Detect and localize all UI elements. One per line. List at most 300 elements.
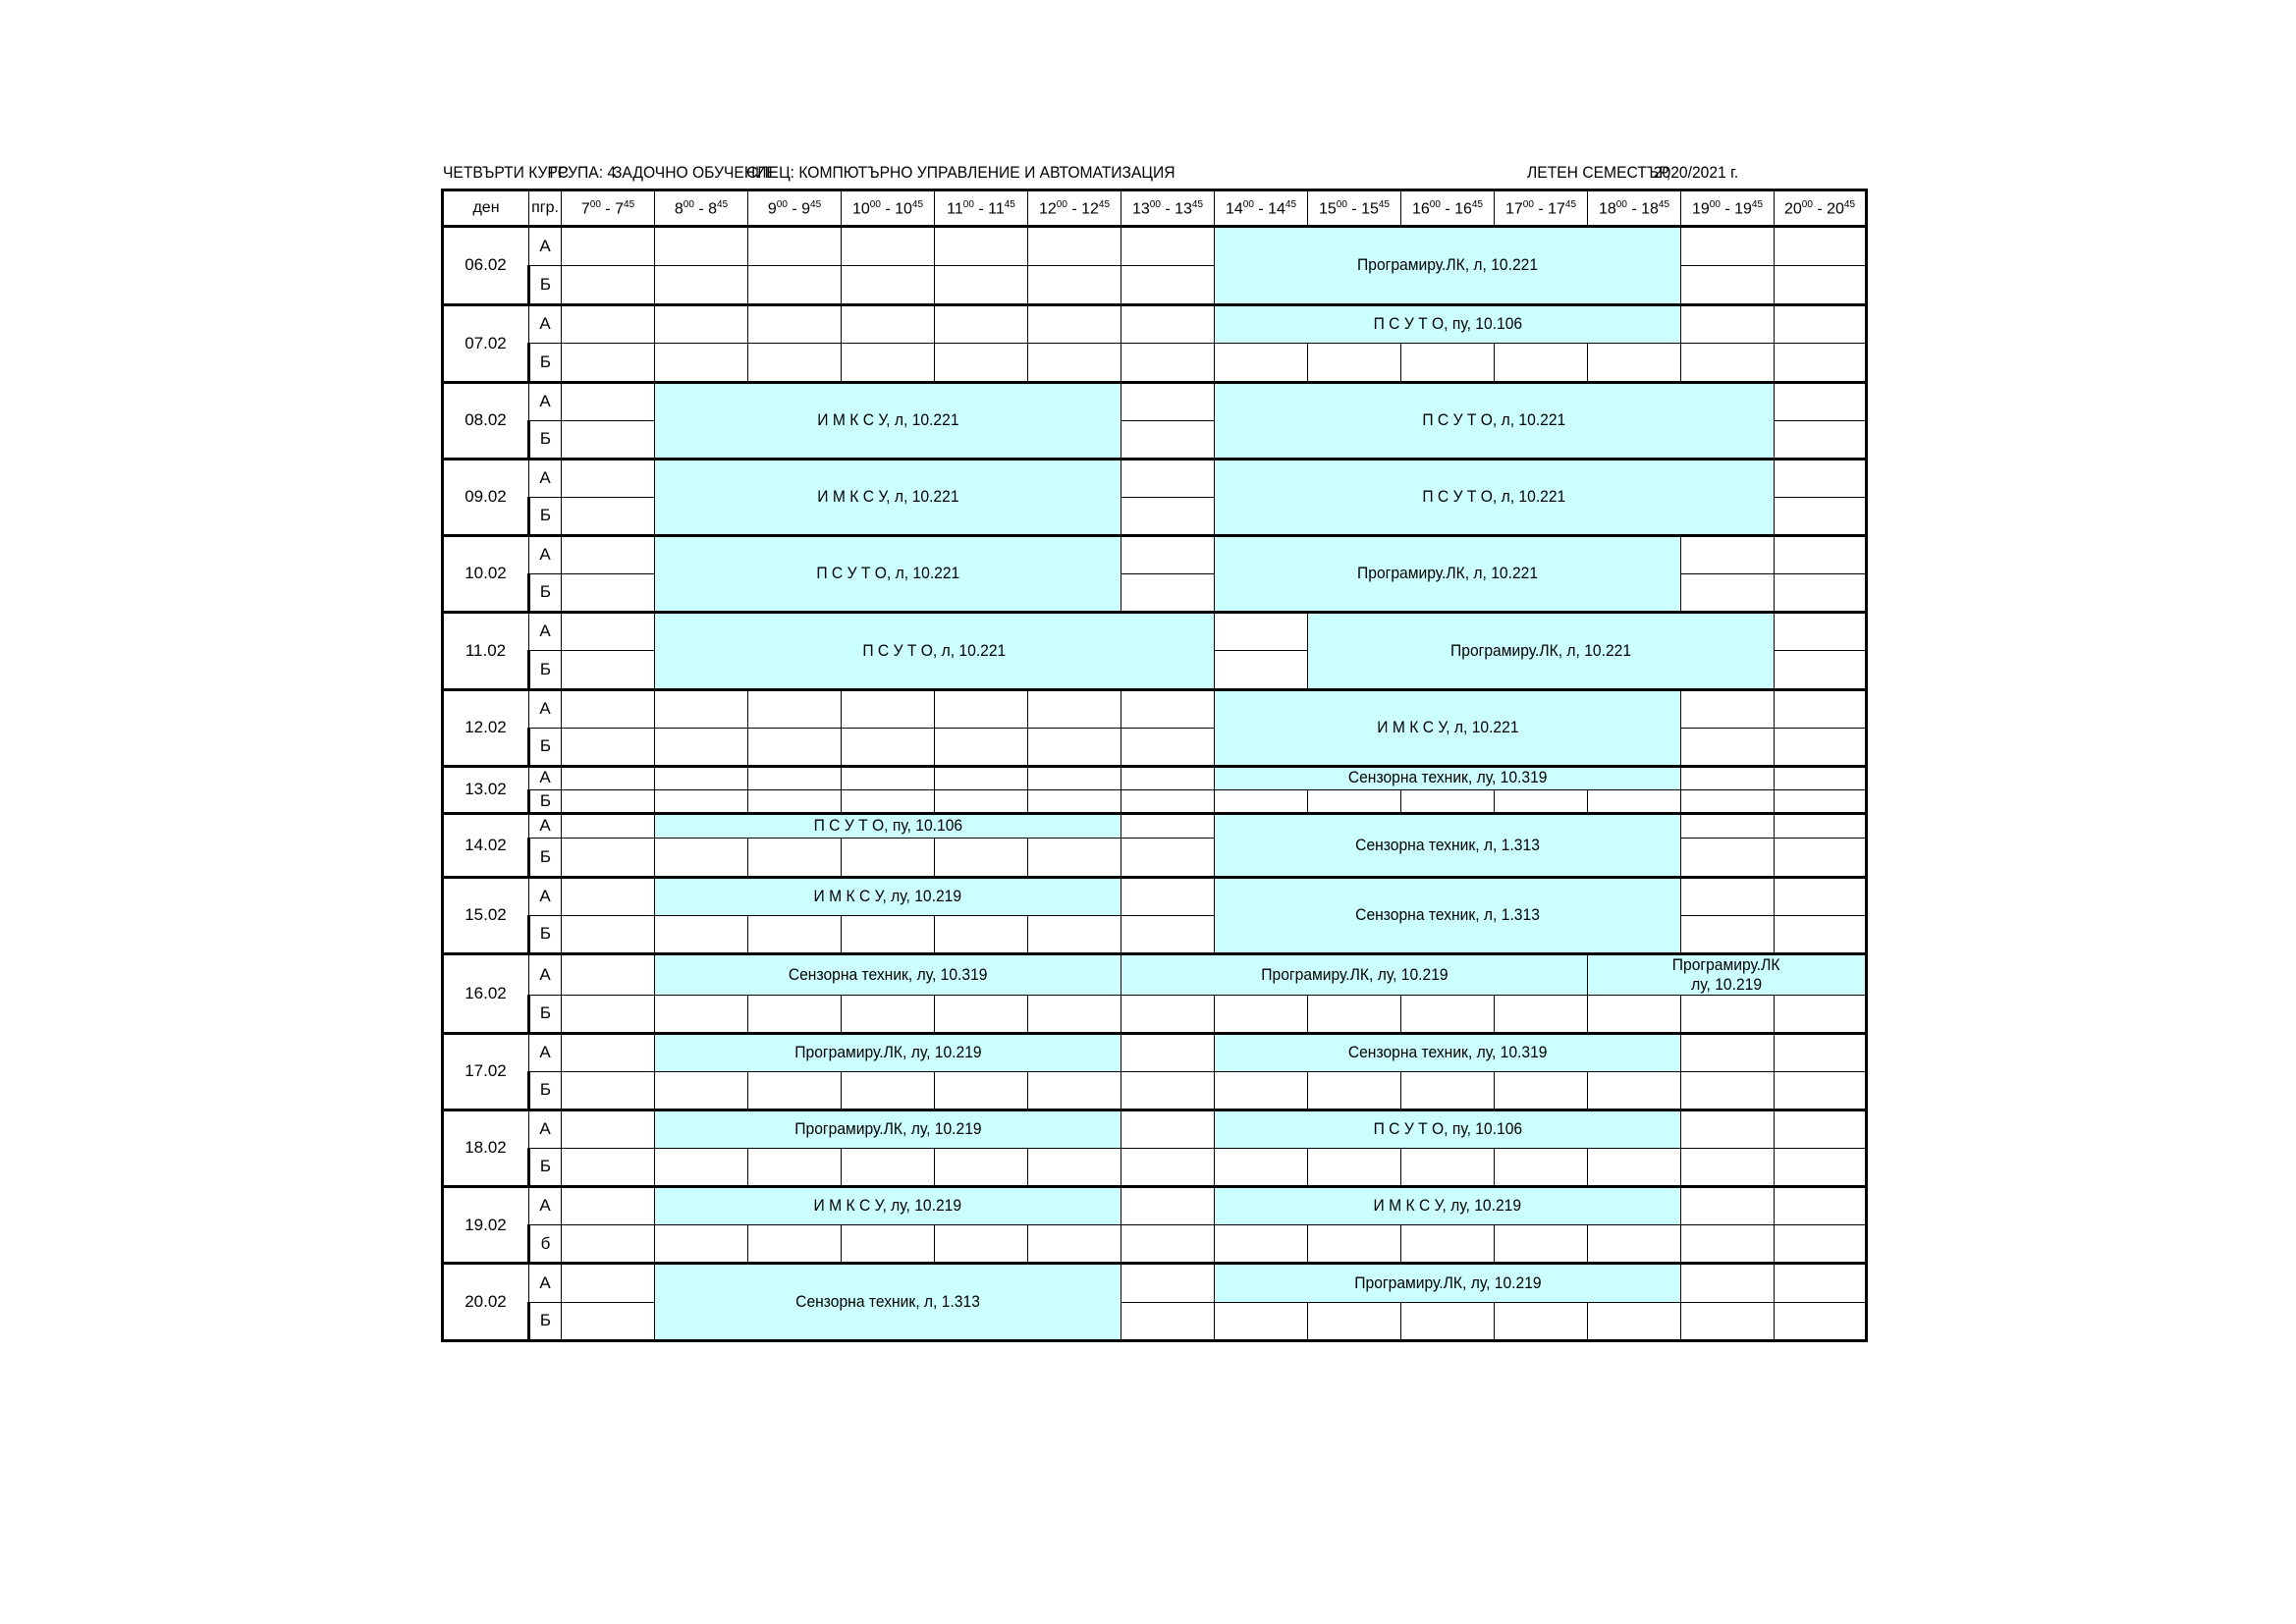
empty-slot — [1215, 789, 1308, 813]
empty-slot — [1215, 1225, 1308, 1264]
empty-slot — [1121, 497, 1215, 535]
empty-slot — [1775, 1225, 1867, 1264]
table-row — [443, 227, 1867, 266]
subgroup-cell: Б — [529, 1302, 562, 1340]
empty-slot — [655, 789, 748, 813]
empty-slot — [1681, 728, 1775, 766]
empty-slot — [562, 305, 655, 344]
empty-slot — [935, 266, 1028, 305]
empty-slot — [935, 689, 1028, 728]
date-cell: 18.02 — [443, 1110, 529, 1186]
empty-slot — [1121, 574, 1215, 613]
empty-slot — [842, 789, 935, 813]
table-row — [443, 613, 1867, 651]
empty-slot — [1121, 227, 1215, 266]
empty-slot — [655, 1225, 748, 1264]
table-row — [443, 344, 1867, 382]
empty-slot — [655, 266, 748, 305]
empty-slot — [562, 916, 655, 954]
empty-slot — [655, 689, 748, 728]
empty-slot — [1775, 420, 1867, 459]
date-cell: 09.02 — [443, 459, 529, 535]
empty-slot — [1775, 1071, 1867, 1110]
empty-slot — [655, 1149, 748, 1187]
empty-slot — [1401, 1149, 1495, 1187]
empty-slot — [1588, 789, 1681, 813]
empty-slot — [562, 878, 655, 916]
study-mode-label: ЗАДОЧНО ОБУЧЕНИЕ — [612, 163, 777, 182]
subgroup-cell: А — [529, 1110, 562, 1148]
empty-slot — [1681, 1149, 1775, 1187]
specialty-label: СПЕЦ: КОМПЮТЪРНО УПРАВЛЕНИЕ И АВТОМАТИЗАЦИЯ — [746, 163, 1175, 182]
empty-slot — [1121, 536, 1215, 574]
subgroup-cell: А — [529, 766, 562, 789]
empty-slot — [562, 1302, 655, 1340]
empty-slot — [842, 1071, 935, 1110]
empty-slot — [842, 1225, 935, 1264]
empty-slot — [1681, 766, 1775, 789]
empty-slot — [935, 1071, 1028, 1110]
date-cell: 20.02 — [443, 1264, 529, 1341]
empty-slot — [1775, 995, 1867, 1033]
empty-slot — [562, 995, 655, 1033]
empty-slot — [562, 536, 655, 574]
empty-slot — [1775, 838, 1867, 877]
empty-slot — [1681, 789, 1775, 813]
empty-slot — [562, 382, 655, 420]
empty-slot — [1028, 728, 1121, 766]
empty-slot — [562, 651, 655, 689]
subgroup-cell: А — [529, 1187, 562, 1225]
empty-slot — [1121, 305, 1215, 344]
empty-slot — [1775, 1033, 1867, 1071]
empty-slot — [1401, 1302, 1495, 1340]
class-block: И М К С У, л, 10.221 — [1215, 689, 1681, 766]
empty-slot — [1121, 344, 1215, 382]
empty-slot — [562, 344, 655, 382]
empty-slot — [935, 344, 1028, 382]
empty-slot — [1588, 1071, 1681, 1110]
empty-slot — [562, 1071, 655, 1110]
empty-slot — [1401, 344, 1495, 382]
empty-slot — [562, 613, 655, 651]
empty-slot — [1681, 838, 1775, 877]
date-cell: 06.02 — [443, 227, 529, 305]
empty-slot — [935, 789, 1028, 813]
table-row — [443, 1225, 1867, 1264]
empty-slot — [748, 789, 842, 813]
table-row — [443, 1149, 1867, 1187]
empty-slot — [1028, 344, 1121, 382]
empty-slot — [1028, 1225, 1121, 1264]
empty-slot — [1495, 1302, 1588, 1340]
empty-slot — [1775, 766, 1867, 789]
date-cell: 15.02 — [443, 878, 529, 954]
empty-slot — [1681, 995, 1775, 1033]
subgroup-cell: Б — [529, 266, 562, 305]
empty-slot — [1121, 420, 1215, 459]
day-column-header: ден — [443, 190, 529, 227]
slot-header: $14^{00} - 14^{45}$ — [1215, 190, 1308, 227]
empty-slot — [1215, 1071, 1308, 1110]
empty-slot — [1215, 613, 1308, 651]
empty-slot — [1028, 916, 1121, 954]
slot-header: $10^{00} - 10^{45}$ — [842, 190, 935, 227]
empty-slot — [1308, 995, 1401, 1033]
empty-slot — [1775, 1187, 1867, 1225]
table-row — [443, 1110, 1867, 1148]
date-cell: 16.02 — [443, 954, 529, 1033]
empty-slot — [562, 266, 655, 305]
empty-slot — [562, 1187, 655, 1225]
slot-header: $9^{00} - 9^{45}$ — [748, 190, 842, 227]
empty-slot — [1681, 1264, 1775, 1302]
table-row — [443, 1071, 1867, 1110]
empty-slot — [1121, 916, 1215, 954]
date-cell: 11.02 — [443, 613, 529, 689]
empty-slot — [562, 728, 655, 766]
empty-slot — [1681, 916, 1775, 954]
empty-slot — [562, 1033, 655, 1071]
empty-slot — [1775, 497, 1867, 535]
empty-slot — [748, 344, 842, 382]
timetable — [441, 189, 1868, 1342]
empty-slot — [1495, 1071, 1588, 1110]
empty-slot — [842, 305, 935, 344]
empty-slot — [935, 1225, 1028, 1264]
class-block: П С У Т О, пу, 10.106 — [1215, 305, 1681, 344]
empty-slot — [1121, 1071, 1215, 1110]
class-block: И М К С У, л, 10.221 — [655, 382, 1121, 459]
empty-slot — [1775, 916, 1867, 954]
subgroup-cell: Б — [529, 728, 562, 766]
empty-slot — [1775, 344, 1867, 382]
table-row — [443, 954, 1867, 995]
empty-slot — [1401, 1225, 1495, 1264]
empty-slot — [562, 813, 655, 838]
empty-slot — [748, 838, 842, 877]
empty-slot — [655, 728, 748, 766]
empty-slot — [655, 916, 748, 954]
class-block: П С У Т О, пу, 10.106 — [1215, 1110, 1681, 1148]
empty-slot — [748, 728, 842, 766]
empty-slot — [935, 728, 1028, 766]
table-row — [443, 789, 1867, 813]
class-block: И М К С У, лу, 10.219 — [1215, 1187, 1681, 1225]
empty-slot — [748, 1071, 842, 1110]
empty-slot — [1775, 1264, 1867, 1302]
empty-slot — [1588, 344, 1681, 382]
empty-slot — [1681, 574, 1775, 613]
subgroup-cell: А — [529, 1033, 562, 1071]
empty-slot — [1028, 995, 1121, 1033]
subgroup-cell: А — [529, 305, 562, 344]
course-label: ЧЕТВЪРТИ КУРС — [443, 163, 569, 182]
date-cell: 17.02 — [443, 1033, 529, 1110]
subgroup-cell: А — [529, 813, 562, 838]
slot-header: $18^{00} - 18^{45}$ — [1588, 190, 1681, 227]
slot-header: $19^{00} - 19^{45}$ — [1681, 190, 1775, 227]
empty-slot — [748, 916, 842, 954]
subgroup-cell: Б — [529, 1149, 562, 1187]
empty-slot — [1401, 995, 1495, 1033]
empty-slot — [655, 995, 748, 1033]
empty-slot — [1121, 1187, 1215, 1225]
subgroup-cell: А — [529, 459, 562, 497]
empty-slot — [1588, 1149, 1681, 1187]
subgroup-cell: А — [529, 227, 562, 266]
date-cell: 07.02 — [443, 305, 529, 382]
class-block: Програмиру.ЛК, лу, 10.219 — [655, 1033, 1121, 1071]
empty-slot — [1588, 1302, 1681, 1340]
empty-slot — [1121, 689, 1215, 728]
empty-slot — [1775, 651, 1867, 689]
table-row — [443, 459, 1867, 497]
empty-slot — [562, 459, 655, 497]
empty-slot — [1308, 789, 1401, 813]
subgroup-cell: А — [529, 878, 562, 916]
empty-slot — [1401, 789, 1495, 813]
slot-header: $15^{00} - 15^{45}$ — [1308, 190, 1401, 227]
empty-slot — [1308, 344, 1401, 382]
empty-slot — [1775, 789, 1867, 813]
class-block: Сензорна техник, лу, 10.319 — [1215, 766, 1681, 789]
empty-slot — [562, 1149, 655, 1187]
class-block: Програмиру.ЛК, л, 10.221 — [1215, 227, 1681, 305]
empty-slot — [655, 305, 748, 344]
empty-slot — [1308, 1071, 1401, 1110]
empty-slot — [935, 766, 1028, 789]
empty-slot — [1681, 227, 1775, 266]
empty-slot — [935, 995, 1028, 1033]
empty-slot — [1681, 266, 1775, 305]
empty-slot — [1681, 1225, 1775, 1264]
empty-slot — [1215, 344, 1308, 382]
class-block: Програмиру.ЛК лу, 10.219 — [1588, 954, 1867, 995]
empty-slot — [562, 689, 655, 728]
empty-slot — [562, 420, 655, 459]
empty-slot — [1215, 1302, 1308, 1340]
empty-slot — [1028, 766, 1121, 789]
empty-slot — [842, 766, 935, 789]
empty-slot — [1495, 995, 1588, 1033]
class-block: П С У Т О, л, 10.221 — [1215, 459, 1775, 535]
empty-slot — [655, 1071, 748, 1110]
slot-header: $12^{00} - 12^{45}$ — [1028, 190, 1121, 227]
empty-slot — [562, 1225, 655, 1264]
empty-slot — [655, 227, 748, 266]
empty-slot — [1121, 1225, 1215, 1264]
class-block: Програмиру.ЛК, л, 10.221 — [1308, 613, 1775, 689]
empty-slot — [1775, 227, 1867, 266]
empty-slot — [1215, 651, 1308, 689]
empty-slot — [1121, 813, 1215, 838]
slot-header: $11^{00} - 11^{45}$ — [935, 190, 1028, 227]
empty-slot — [1121, 838, 1215, 877]
subgroup-cell: А — [529, 1264, 562, 1302]
class-block: Програмиру.ЛК, лу, 10.219 — [1215, 1264, 1681, 1302]
subgroup-cell: Б — [529, 574, 562, 613]
class-block: Сензорна техник, л, 1.313 — [655, 1264, 1121, 1341]
class-block: Сензорна техник, л, 1.313 — [1215, 813, 1681, 877]
empty-slot — [1028, 689, 1121, 728]
table-row — [443, 878, 1867, 916]
empty-slot — [562, 497, 655, 535]
date-cell: 19.02 — [443, 1187, 529, 1264]
table-row — [443, 1264, 1867, 1302]
empty-slot — [1121, 1033, 1215, 1071]
table-row — [443, 689, 1867, 728]
class-block: П С У Т О, л, 10.221 — [655, 613, 1215, 689]
empty-slot — [1121, 1302, 1215, 1340]
table-row — [443, 382, 1867, 420]
empty-slot — [1121, 789, 1215, 813]
empty-slot — [935, 227, 1028, 266]
empty-slot — [748, 766, 842, 789]
empty-slot — [1401, 1071, 1495, 1110]
empty-slot — [1681, 813, 1775, 838]
empty-slot — [935, 838, 1028, 877]
academic-year-label: 2020/2021 г. — [1653, 163, 1739, 182]
empty-slot — [562, 789, 655, 813]
empty-slot — [1028, 227, 1121, 266]
empty-slot — [1775, 728, 1867, 766]
table-row — [443, 995, 1867, 1033]
class-block: И М К С У, лу, 10.219 — [655, 878, 1121, 916]
empty-slot — [1121, 266, 1215, 305]
slot-header: $13^{00} - 13^{45}$ — [1121, 190, 1215, 227]
table-row — [443, 305, 1867, 344]
table-row — [443, 1033, 1867, 1071]
subgroup-cell: Б — [529, 420, 562, 459]
empty-slot — [1681, 344, 1775, 382]
empty-slot — [1775, 459, 1867, 497]
empty-slot — [1121, 766, 1215, 789]
empty-slot — [842, 1149, 935, 1187]
empty-slot — [1775, 613, 1867, 651]
empty-slot — [1775, 382, 1867, 420]
slot-header: $8^{00} - 8^{45}$ — [655, 190, 748, 227]
empty-slot — [935, 305, 1028, 344]
schedule-header — [443, 163, 1752, 185]
empty-slot — [1121, 995, 1215, 1033]
table-row — [443, 813, 1867, 838]
slot-header: $7^{00} - 7^{45}$ — [562, 190, 655, 227]
subgroup-column-header: пгр. — [529, 190, 562, 227]
empty-slot — [1775, 1149, 1867, 1187]
empty-slot — [562, 1264, 655, 1302]
subgroup-cell: Б — [529, 497, 562, 535]
empty-slot — [1681, 1302, 1775, 1340]
empty-slot — [1121, 459, 1215, 497]
subgroup-cell: А — [529, 536, 562, 574]
empty-slot — [1681, 878, 1775, 916]
empty-slot — [655, 838, 748, 877]
subgroup-cell: Б — [529, 838, 562, 877]
empty-slot — [1495, 1225, 1588, 1264]
empty-slot — [655, 344, 748, 382]
date-cell: 13.02 — [443, 766, 529, 813]
empty-slot — [1121, 728, 1215, 766]
date-cell: 14.02 — [443, 813, 529, 877]
empty-slot — [748, 227, 842, 266]
empty-slot — [1308, 1302, 1401, 1340]
class-block: Сензорна техник, лу, 10.319 — [655, 954, 1121, 995]
empty-slot — [1775, 574, 1867, 613]
empty-slot — [1775, 1302, 1867, 1340]
empty-slot — [1775, 689, 1867, 728]
subgroup-cell: Б — [529, 651, 562, 689]
empty-slot — [1495, 789, 1588, 813]
empty-slot — [1775, 305, 1867, 344]
class-block: Програмиру.ЛК, лу, 10.219 — [655, 1110, 1121, 1148]
slot-header: $20^{00} - 20^{45}$ — [1775, 190, 1867, 227]
empty-slot — [1775, 878, 1867, 916]
empty-slot — [1681, 536, 1775, 574]
subgroup-cell: Б — [529, 789, 562, 813]
empty-slot — [1215, 1149, 1308, 1187]
empty-slot — [1028, 789, 1121, 813]
class-block: П С У Т О, л, 10.221 — [655, 536, 1121, 613]
empty-slot — [1775, 1110, 1867, 1148]
empty-slot — [1121, 1264, 1215, 1302]
empty-slot — [842, 728, 935, 766]
subgroup-cell: А — [529, 689, 562, 728]
slot-header: $17^{00} - 17^{45}$ — [1495, 190, 1588, 227]
empty-slot — [1681, 1071, 1775, 1110]
slot-header: $16^{00} - 16^{45}$ — [1401, 190, 1495, 227]
empty-slot — [748, 689, 842, 728]
semester-label: ЛЕТЕН СЕМЕСТЪР, — [1527, 163, 1671, 182]
empty-slot — [1588, 1225, 1681, 1264]
empty-slot — [1028, 838, 1121, 877]
empty-slot — [1588, 995, 1681, 1033]
empty-slot — [1681, 689, 1775, 728]
empty-slot — [1775, 266, 1867, 305]
empty-slot — [1775, 536, 1867, 574]
empty-slot — [842, 995, 935, 1033]
empty-slot — [842, 227, 935, 266]
class-block: Сензорна техник, л, 1.313 — [1215, 878, 1681, 954]
class-block: Програмиру.ЛК, л, 10.221 — [1215, 536, 1681, 613]
empty-slot — [1215, 995, 1308, 1033]
empty-slot — [1121, 878, 1215, 916]
subgroup-cell: Б — [529, 344, 562, 382]
empty-slot — [842, 689, 935, 728]
table-row — [443, 766, 1867, 789]
empty-slot — [1775, 813, 1867, 838]
empty-slot — [1028, 1149, 1121, 1187]
empty-slot — [562, 227, 655, 266]
class-block: И М К С У, л, 10.221 — [655, 459, 1121, 535]
empty-slot — [1028, 305, 1121, 344]
subgroup-cell: Б — [529, 995, 562, 1033]
empty-slot — [562, 574, 655, 613]
subgroup-cell: А — [529, 613, 562, 651]
subgroup-cell: б — [529, 1225, 562, 1264]
date-cell: 10.02 — [443, 536, 529, 613]
empty-slot — [1681, 1033, 1775, 1071]
empty-slot — [935, 916, 1028, 954]
empty-slot — [655, 766, 748, 789]
empty-slot — [1308, 1225, 1401, 1264]
empty-slot — [842, 838, 935, 877]
empty-slot — [748, 1149, 842, 1187]
empty-slot — [562, 1110, 655, 1148]
empty-slot — [748, 305, 842, 344]
subgroup-cell: А — [529, 382, 562, 420]
subgroup-cell: Б — [529, 916, 562, 954]
